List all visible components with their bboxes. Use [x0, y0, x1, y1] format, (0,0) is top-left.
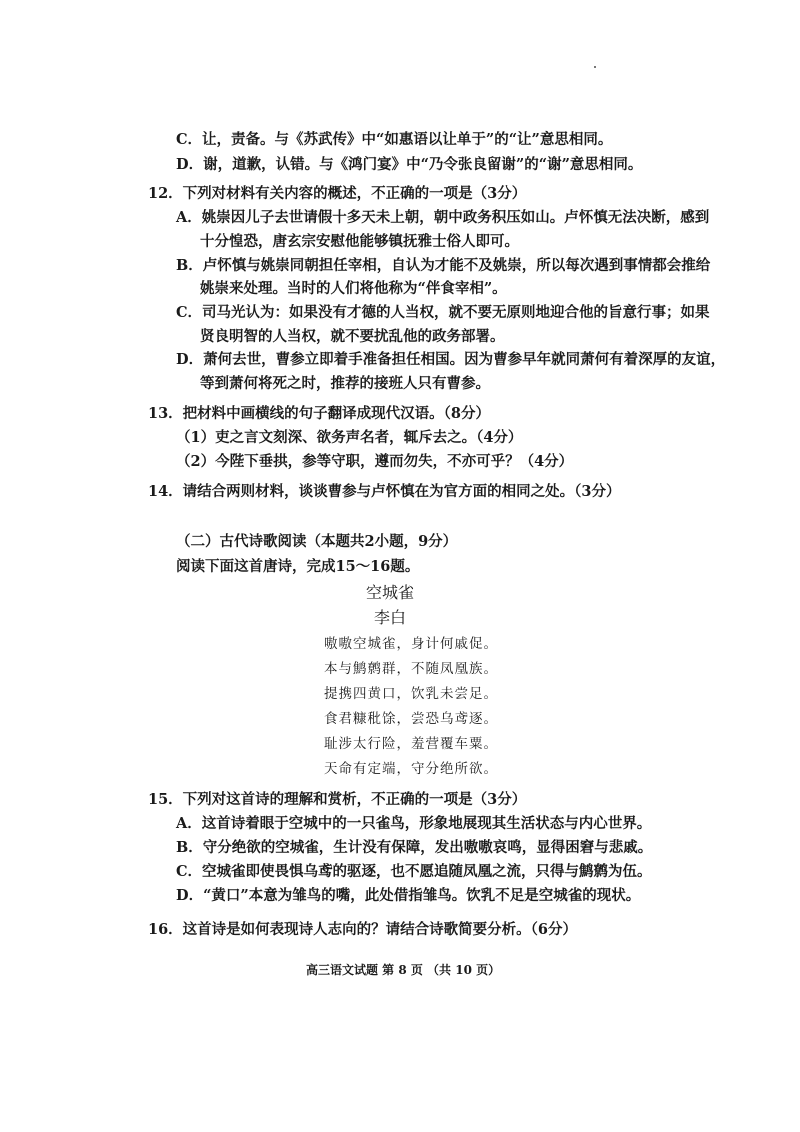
- poem-line: 提携四黄口，饮乳未尝足。: [324, 686, 498, 702]
- q11-option-c: C．让，责备。与《苏武传》中“如惠语以让单于”的“让”意思相同。: [176, 131, 613, 148]
- poem-title: 空城雀: [366, 583, 415, 602]
- q12-stem: 12．下列对材料有关内容的概述，不正确的一项是（3分）: [148, 185, 527, 202]
- q15-option-c: C．空城雀即使畏惧乌鸢的驱逐，也不愿追随凤凰之流，只得与鹪鹩为伍。: [176, 863, 652, 880]
- q12-option-d-line1: D．萧何去世，曹参立即着手准备担任相国。因为曹参早年就同萧何有着深厚的友谊，: [176, 351, 726, 368]
- q12-option-b-line1: B．卢怀慎与姚崇同朝担任宰相，自认为才能不及姚崇，所以每次遇到事情都会推给: [176, 257, 711, 274]
- q15-option-d: D．“黄口”本意为雏鸟的嘴，此处借指雏鸟。饮乳不足是空城雀的现状。: [176, 887, 641, 904]
- q15-option-a: A．这首诗着眼于空城中的一只雀鸟，形象地展现其生活状态与内心世界。: [176, 815, 652, 832]
- poem-line: 食君糠秕馀，尝恐乌鸢逐。: [324, 711, 498, 727]
- q12-option-d-line2: 等到萧何将死之时，推荐的接班人只有曹参。: [200, 375, 490, 392]
- poem-line: 本与鹪鹩群，不随凤凰族。: [324, 661, 498, 677]
- section-heading: （二）古代诗歌阅读（本题共2小题，9分）: [176, 533, 458, 550]
- q13-sentence-2: （2）今陛下垂拱，参等守职，遵而勿失，不亦可乎？（4分）: [176, 453, 574, 470]
- section-intro: 阅读下面这首唐诗，完成15～16题。: [176, 558, 420, 575]
- poem-line: 耻涉太行险，羞营覆车粟。: [324, 736, 498, 752]
- poem-line: 天命有定端，守分绝所欲。: [324, 761, 498, 777]
- q12-option-c-line1: C．司马光认为：如果没有才德的人当权，就不要无原则地迎合他的旨意行事；如果: [176, 304, 710, 321]
- q16-stem: 16．这首诗是如何表现诗人志向的？请结合诗歌简要分析。（6分）: [148, 921, 578, 938]
- q11-option-d: D．谢，道歉，认错。与《鸿门宴》中“乃令张良留谢”的“谢”意思相同。: [176, 156, 643, 173]
- q12-option-a-line2: 十分惶恐，唐玄宗安慰他能够镇抚雅士俗人即可。: [200, 233, 519, 250]
- q15-option-b: B．守分绝欲的空城雀，生计没有保障，发出嗷嗷哀鸣，显得困窘与悲戚。: [176, 839, 653, 856]
- poem-line: 嗷嗷空城雀，身计何戚促。: [324, 636, 498, 652]
- poem-author: 李白: [374, 608, 407, 627]
- q12-option-b-line2: 姚崇来处理。当时的人们将他称为“伴食宰相”。: [200, 280, 507, 297]
- q15-stem: 15．下列对这首诗的理解和赏析，不正确的一项是（3分）: [148, 791, 527, 808]
- q14-stem: 14．请结合两则材料，谈谈曹参与卢怀慎在为官方面的相同之处。（3分）: [148, 483, 621, 500]
- q12-option-c-line2: 贤良明智的人当权，就不要扰乱他的政务部署。: [200, 328, 505, 345]
- q12-option-a-line1: A．姚崇因儿子去世请假十多天未上朝，朝中政务积压如山。卢怀慎无法决断，感到: [176, 209, 710, 226]
- scan-speck: [594, 66, 596, 68]
- page-footer: 高三语文试题 第 8 页 （共 10 页）: [306, 963, 501, 977]
- q13-sentence-1: （1）吏之言文刻深、欲务声名者，辄斥去之。（4分）: [176, 429, 523, 446]
- q13-stem: 13．把材料中画横线的句子翻译成现代汉语。（8分）: [148, 405, 491, 422]
